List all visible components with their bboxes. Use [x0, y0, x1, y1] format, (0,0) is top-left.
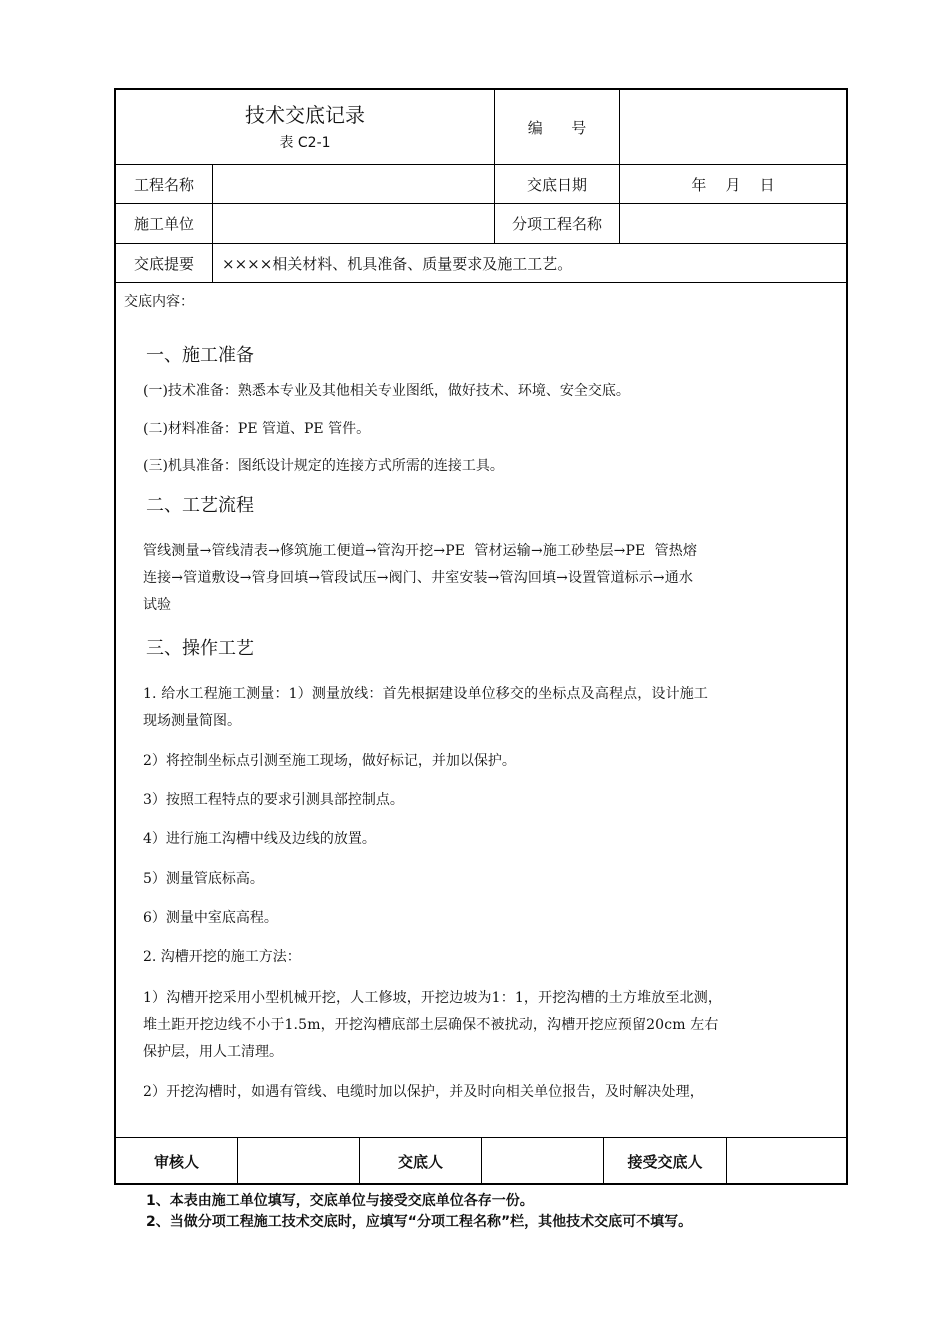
- sub-project-label: 分项工程名称: [511, 215, 602, 233]
- prep-item: (二)材料准备：PE 管道、PE 管件。: [143, 421, 371, 437]
- form-code: 表 C2-1: [279, 135, 331, 151]
- construction-unit-field[interactable]: [220, 204, 490, 243]
- receiver-field[interactable]: [727, 1138, 846, 1184]
- survey-item: 5）测量管底标高。: [143, 871, 264, 887]
- summary-label: 交底提要: [133, 254, 194, 273]
- project-name-field[interactable]: [220, 165, 490, 203]
- survey-item: 2）将控制坐标点引测至施工现场，做好标记，并加以保护。: [143, 753, 516, 769]
- presenter-label: 交底人: [397, 1152, 443, 1171]
- trench-line: 堆土距开挖边线不小于1.5m，开挖沟槽底部土层确保不被扰动，沟槽开挖应预留20cm 左右: [143, 1017, 719, 1033]
- survey-line: 现场测量简图。: [143, 713, 241, 729]
- date-field[interactable]: 年 月 日: [691, 175, 775, 194]
- section-heading: 三、操作工艺: [146, 638, 254, 659]
- survey-item: 4）进行施工沟槽中线及边线的放置。: [143, 831, 376, 847]
- reviewer-field[interactable]: [238, 1138, 359, 1184]
- prep-item: (三)机具准备：图纸设计规定的连接方式所需的连接工具。: [143, 458, 504, 474]
- trench-line: 2）开挖沟槽时，如遇有管线、电缆时加以保护，并及时向相关单位报告，及时解决处理，: [143, 1084, 704, 1100]
- column-divider: [212, 164, 213, 282]
- number-field[interactable]: [620, 90, 846, 164]
- receiver-label: 接受交底人: [627, 1152, 703, 1171]
- number-label: 编 号: [527, 118, 587, 137]
- trench-line: 1）沟槽开挖采用小型机械开挖，人工修坡，开挖边坡为1：1，开挖沟槽的土方堆放至北测，: [143, 990, 723, 1006]
- flow-line: 试验: [143, 597, 171, 613]
- sub-project-field[interactable]: [628, 204, 842, 243]
- reviewer-label: 审核人: [153, 1152, 199, 1171]
- survey-item: 3）按照工程特点的要求引测具部控制点。: [143, 792, 404, 808]
- date-label: 交底日期: [526, 175, 587, 194]
- trench-heading: 2. 沟槽开挖的施工方法：: [143, 949, 301, 965]
- survey-line: 1. 给水工程施工测量：1）测量放线：首先根据建设单位移交的坐标点及高程点，设计施工: [143, 686, 709, 702]
- construction-unit-label: 施工单位: [133, 215, 194, 233]
- survey-item: 6）测量中室底高程。: [143, 910, 278, 926]
- prep-item: (一)技术准备：熟悉本专业及其他相关专业图纸，做好技术、环境、安全交底。: [143, 383, 630, 399]
- section-heading: 一、施工准备: [146, 345, 254, 366]
- content-label: 交底内容：: [124, 294, 194, 310]
- flow-line: 连接→管道敷设→管身回填→管段试压→阀门、井室安装→管沟回填→设置管道标示→通水: [143, 570, 694, 586]
- flow-line: 管线测量→管线清表→修筑施工便道→管沟开挖→PE 管材运输→施工砂垫层→PE 管热熔: [143, 543, 698, 559]
- summary-field[interactable]: ××××相关材料、机具准备、质量要求及施工工艺。: [222, 254, 573, 273]
- row-divider: [114, 282, 848, 283]
- footnote: 1、本表由施工单位填写，交底单位与接受交底单位各存一份。: [146, 1193, 534, 1209]
- presenter-field[interactable]: [482, 1138, 603, 1184]
- project-name-label: 工程名称: [133, 175, 194, 194]
- section-heading: 二、工艺流程: [146, 495, 254, 516]
- form-title: 技术交底记录: [245, 102, 365, 127]
- footnote: 2、当做分项工程施工技术交底时，应填写“分项工程名称”栏，其他技术交底可不填写。: [146, 1214, 693, 1230]
- trench-line: 保护层，用人工清理。: [143, 1044, 283, 1060]
